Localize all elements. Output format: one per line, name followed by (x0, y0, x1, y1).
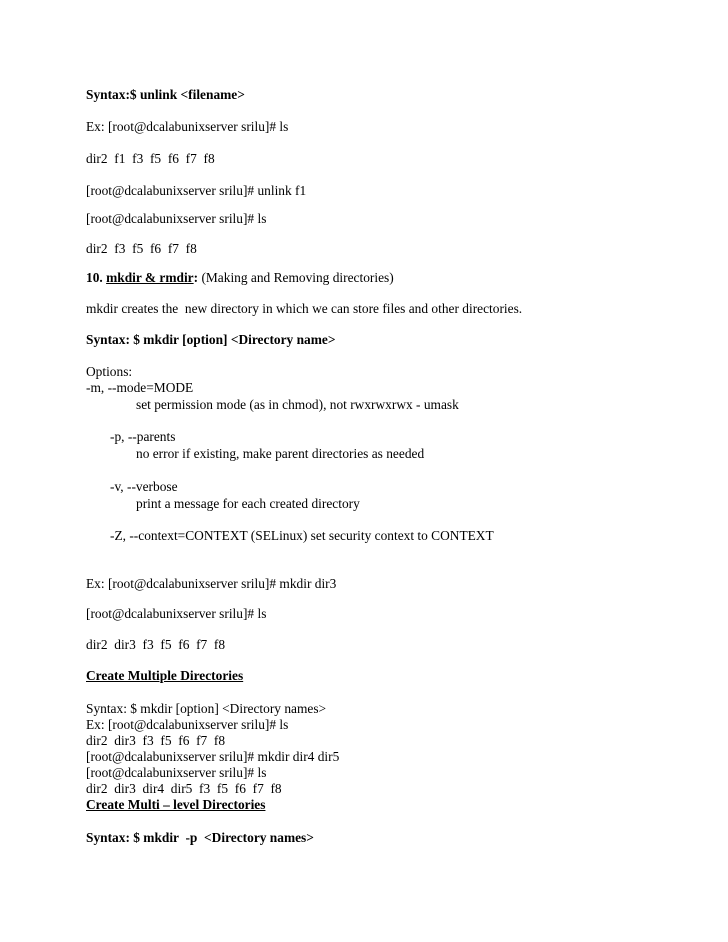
option-verbose: -v, --verbose (110, 479, 178, 494)
option-mode: -m, --mode=MODE (86, 380, 194, 395)
section-10-heading (86, 270, 394, 286)
option-parents: -p, --parents (110, 429, 176, 444)
options-label: Options: (86, 364, 133, 379)
unlink-output-2: dir2 f3 f5 f6 f7 f8 (86, 241, 197, 256)
option-verbose-description: print a message for each created directory (136, 496, 360, 511)
unlink-command: [root@dcalabunixserver srilu]# unlink f1 (86, 183, 307, 198)
multiple-directories-heading: Create Multiple Directories (86, 668, 244, 683)
option-context: -Z, --context=CONTEXT (SELinux) set security context to CONTEXT (110, 528, 494, 543)
option-parents-description: no error if existing, make parent directories as needed (136, 446, 425, 461)
multiple-output-2: dir2 dir3 dir4 dir5 f3 f5 f6 f7 f8 (86, 781, 282, 796)
unlink-ls-command: [root@dcalabunixserver srilu]# ls (86, 211, 267, 226)
mkdir-syntax: Syntax: $ mkdir [option] <Directory name> (86, 332, 336, 347)
section-description: (Making and Removing directories) (198, 270, 394, 285)
option-mode-description: set permission mode (as in chmod), not rwxrwxrwx - umask (136, 397, 459, 412)
multiple-syntax: Syntax: $ mkdir [option] <Directory names> (86, 701, 327, 716)
mkdir-ls-command: [root@dcalabunixserver srilu]# ls (86, 606, 267, 621)
multiple-mkdir-command: [root@dcalabunixserver srilu]# mkdir dir4 dir5 (86, 749, 340, 764)
unlink-example-ls: Ex: [root@dcalabunixserver srilu]# ls (86, 119, 289, 134)
multiple-ls-command: [root@dcalabunixserver srilu]# ls (86, 765, 267, 780)
mkdir-example: Ex: [root@dcalabunixserver srilu]# mkdir dir3 (86, 576, 337, 591)
unlink-output-1: dir2 f1 f3 f5 f6 f7 f8 (86, 151, 215, 166)
mkdir-intro: mkdir creates the new directory in which we can store files and other directories. (86, 301, 523, 316)
mkdir-output: dir2 dir3 f3 f5 f6 f7 f8 (86, 637, 226, 652)
multi-level-syntax: Syntax: $ mkdir -p <Directory names> (86, 830, 314, 845)
section-title: mkdir & rmdir (106, 270, 194, 285)
unlink-syntax: Syntax:$ unlink <filename> (86, 87, 245, 102)
section-number: 10. (86, 270, 107, 285)
section-colon: : (193, 270, 199, 285)
multiple-output-1: dir2 dir3 f3 f5 f6 f7 f8 (86, 733, 226, 748)
multiple-example-ls: Ex: [root@dcalabunixserver srilu]# ls (86, 717, 289, 732)
document-page (86, 0, 706, 942)
multi-level-heading: Create Multi – level Directories (86, 797, 266, 812)
